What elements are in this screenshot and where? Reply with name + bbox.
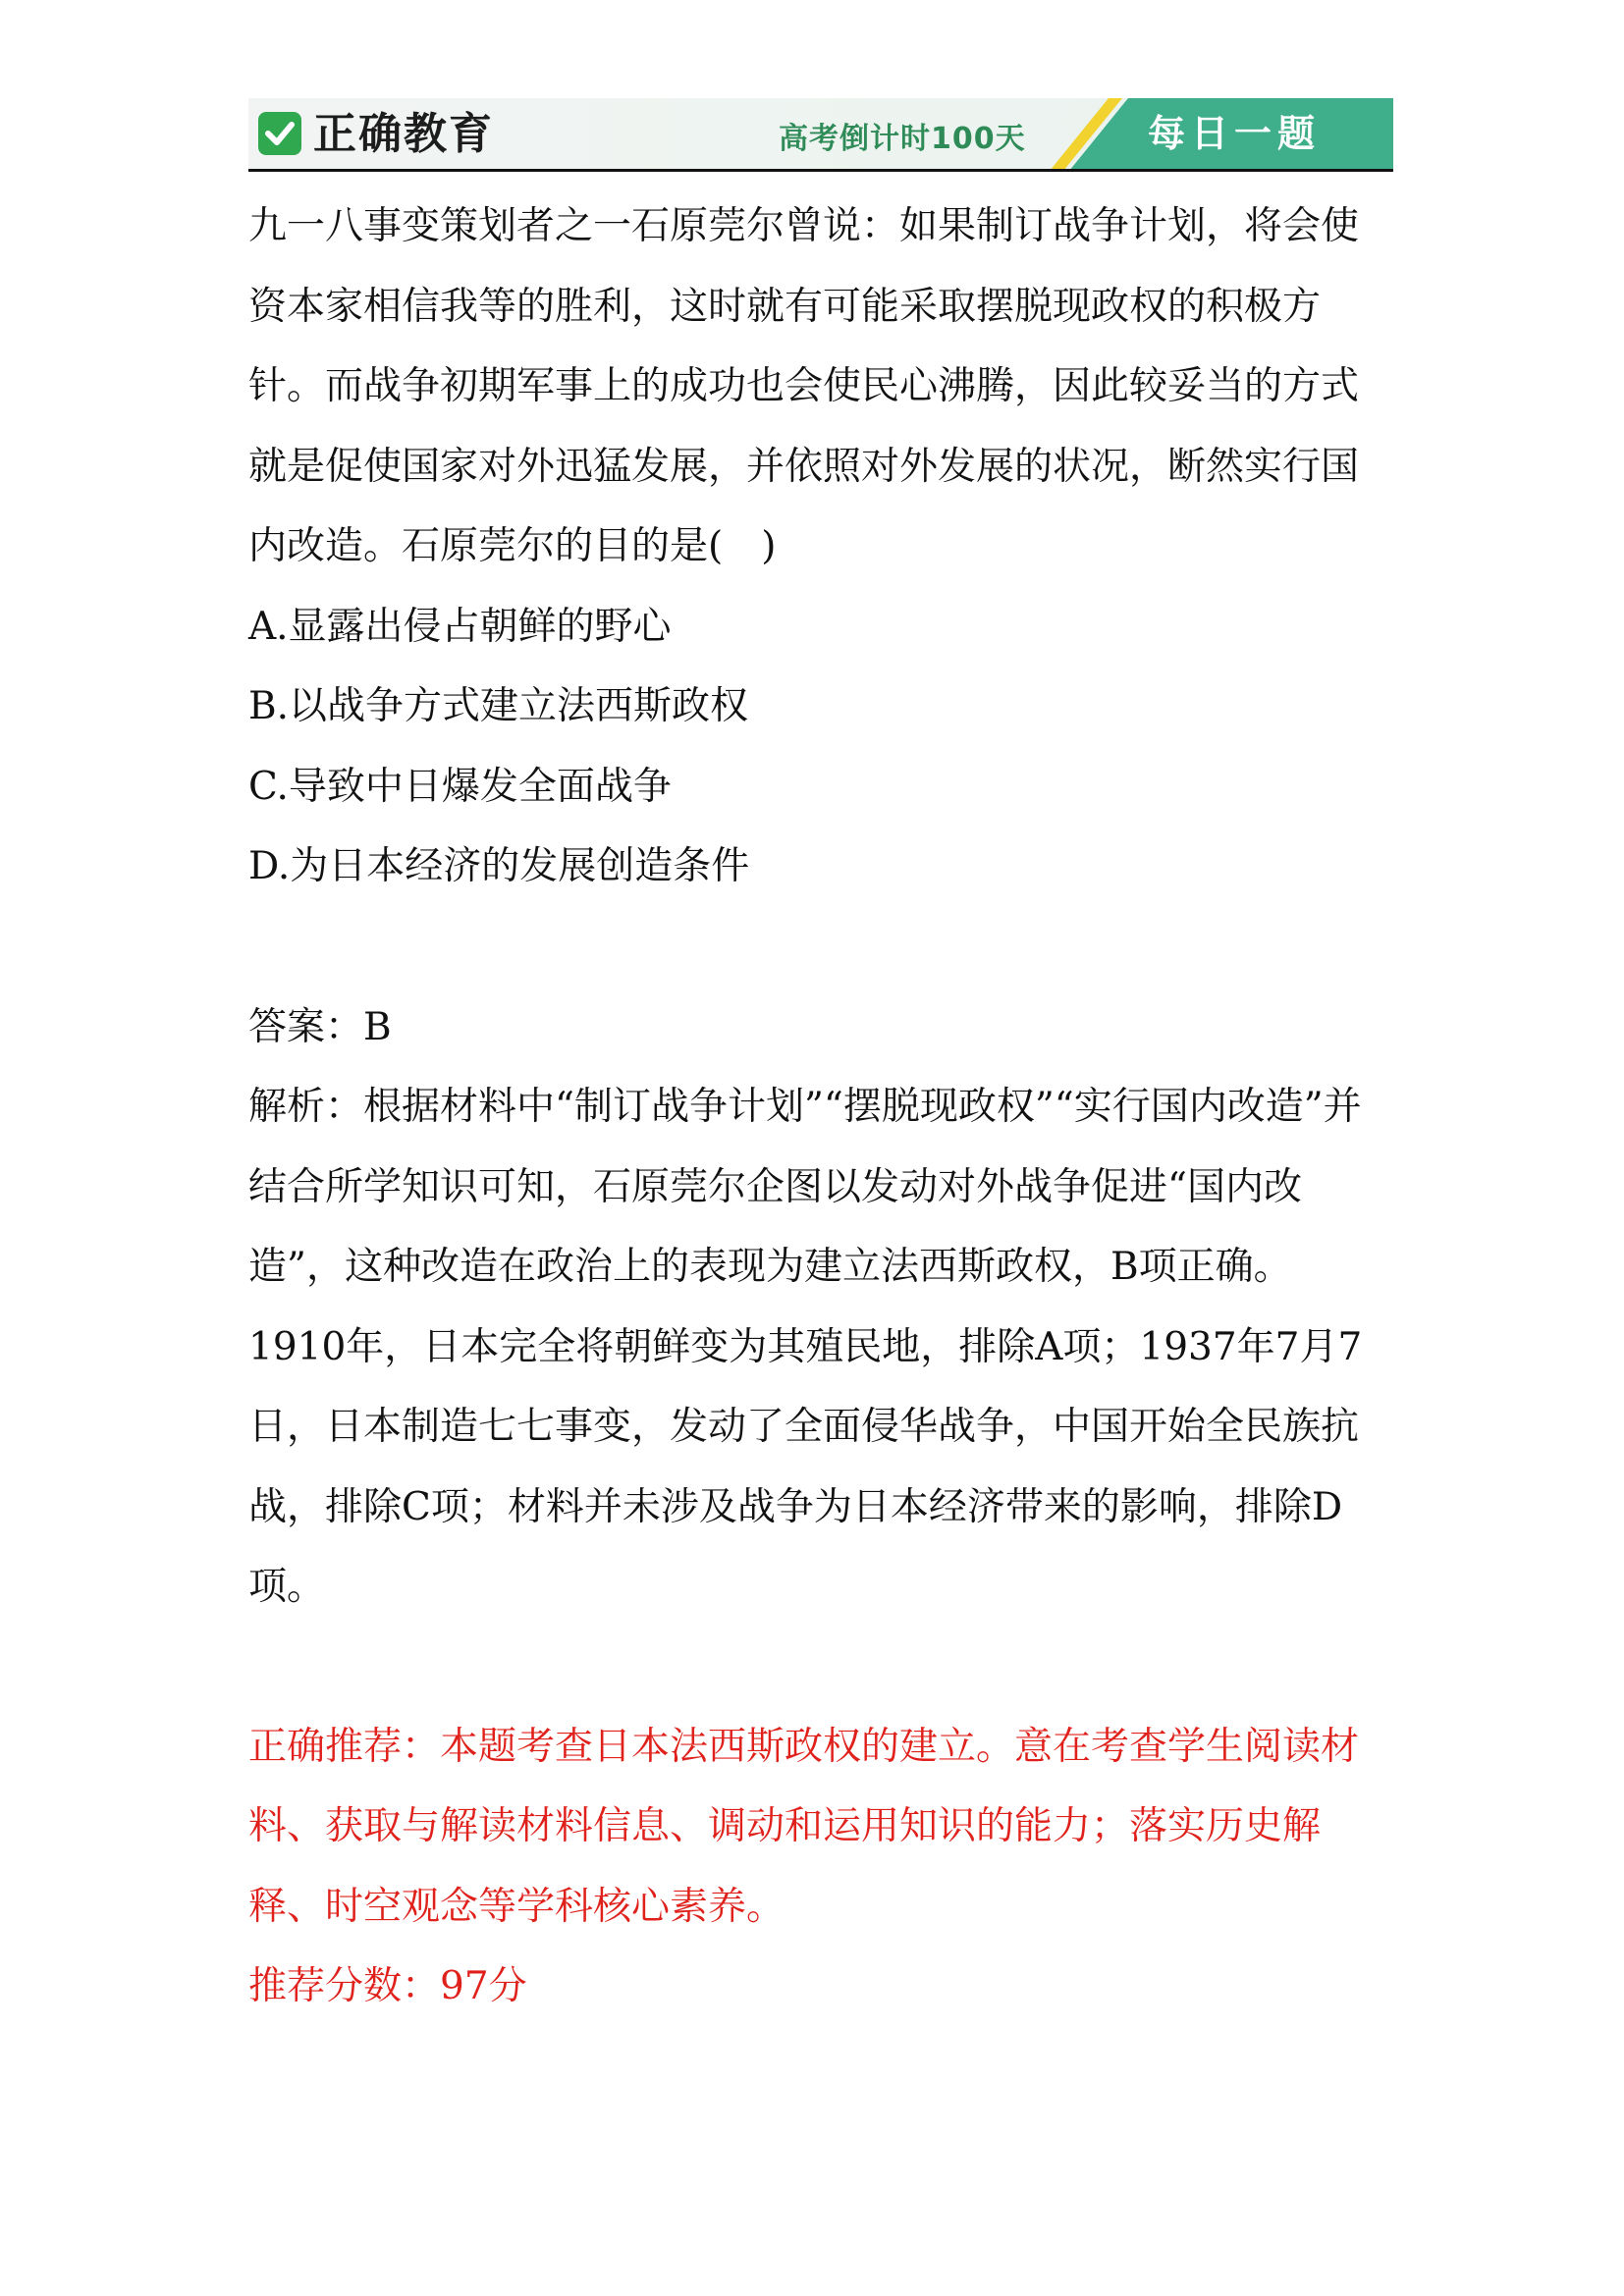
analysis-text: 解析：根据材料中“制订战争计划”“摆脱现政权”“实行国内改造”并结合所学知识可知，石原莞尔企图以发动对外战争促进“国内改造”，这种改造在政治上的表现为建立法西斯政权，B项正确。1910年，日本完全将朝鲜变为其殖民地，排除A项；1937年7月7日，日本制造七七事变，发动了全面侵华战争，中国开始全民族抗战，排除C项；材料并未涉及战争为日本经济带来的影响，排除D项。: [248, 1085, 1363, 1609]
page-header: [248, 98, 1393, 171]
checkmark-icon-svg: [263, 117, 297, 150]
option-b: B.以战争方式建立法西斯政权: [248, 684, 749, 728]
spacer: [248, 907, 1368, 988]
option-a: A.显露出侵占朝鲜的野心: [248, 604, 672, 649]
question-content: [248, 187, 1368, 2027]
brand-name: 正确教育: [313, 109, 494, 159]
spacer: [248, 1628, 1368, 1707]
daily-question-label: 每日一题: [1148, 112, 1322, 155]
checkmark-icon: [258, 112, 301, 155]
answer-line: 答案：B: [248, 1004, 392, 1049]
header-divider: [248, 169, 1393, 172]
recommendation-score: 推荐分数：97分: [248, 1964, 527, 2008]
option-c: C.导致中日爆发全面战争: [248, 764, 672, 809]
question-stem: 九一八事变策划者之一石原莞尔曾说：如果制订战争计划，将会使资本家相信我等的胜利，这时就有可能采取摆脱现政权的积极方针。而战争初期军事上的成功也会使民心沸腾，因此较妥当的方式就是促使国家对外迅猛发展，并依照对外发展的状况，断然实行国内改造。石原莞尔的目的是( ): [248, 204, 1360, 568]
recommendation-text: 正确推荐：本题考查日本法西斯政权的建立。意在考查学生阅读材料、获取与解读材料信息、调动和运用知识的能力；落实历史解释、时空观念等学科核心素养。: [248, 1724, 1360, 1929]
daily-question-tag: [1040, 98, 1393, 171]
option-d: D.为日本经济的发展创造条件: [248, 844, 750, 888]
exam-countdown: 高考倒计时100天: [779, 122, 1026, 156]
